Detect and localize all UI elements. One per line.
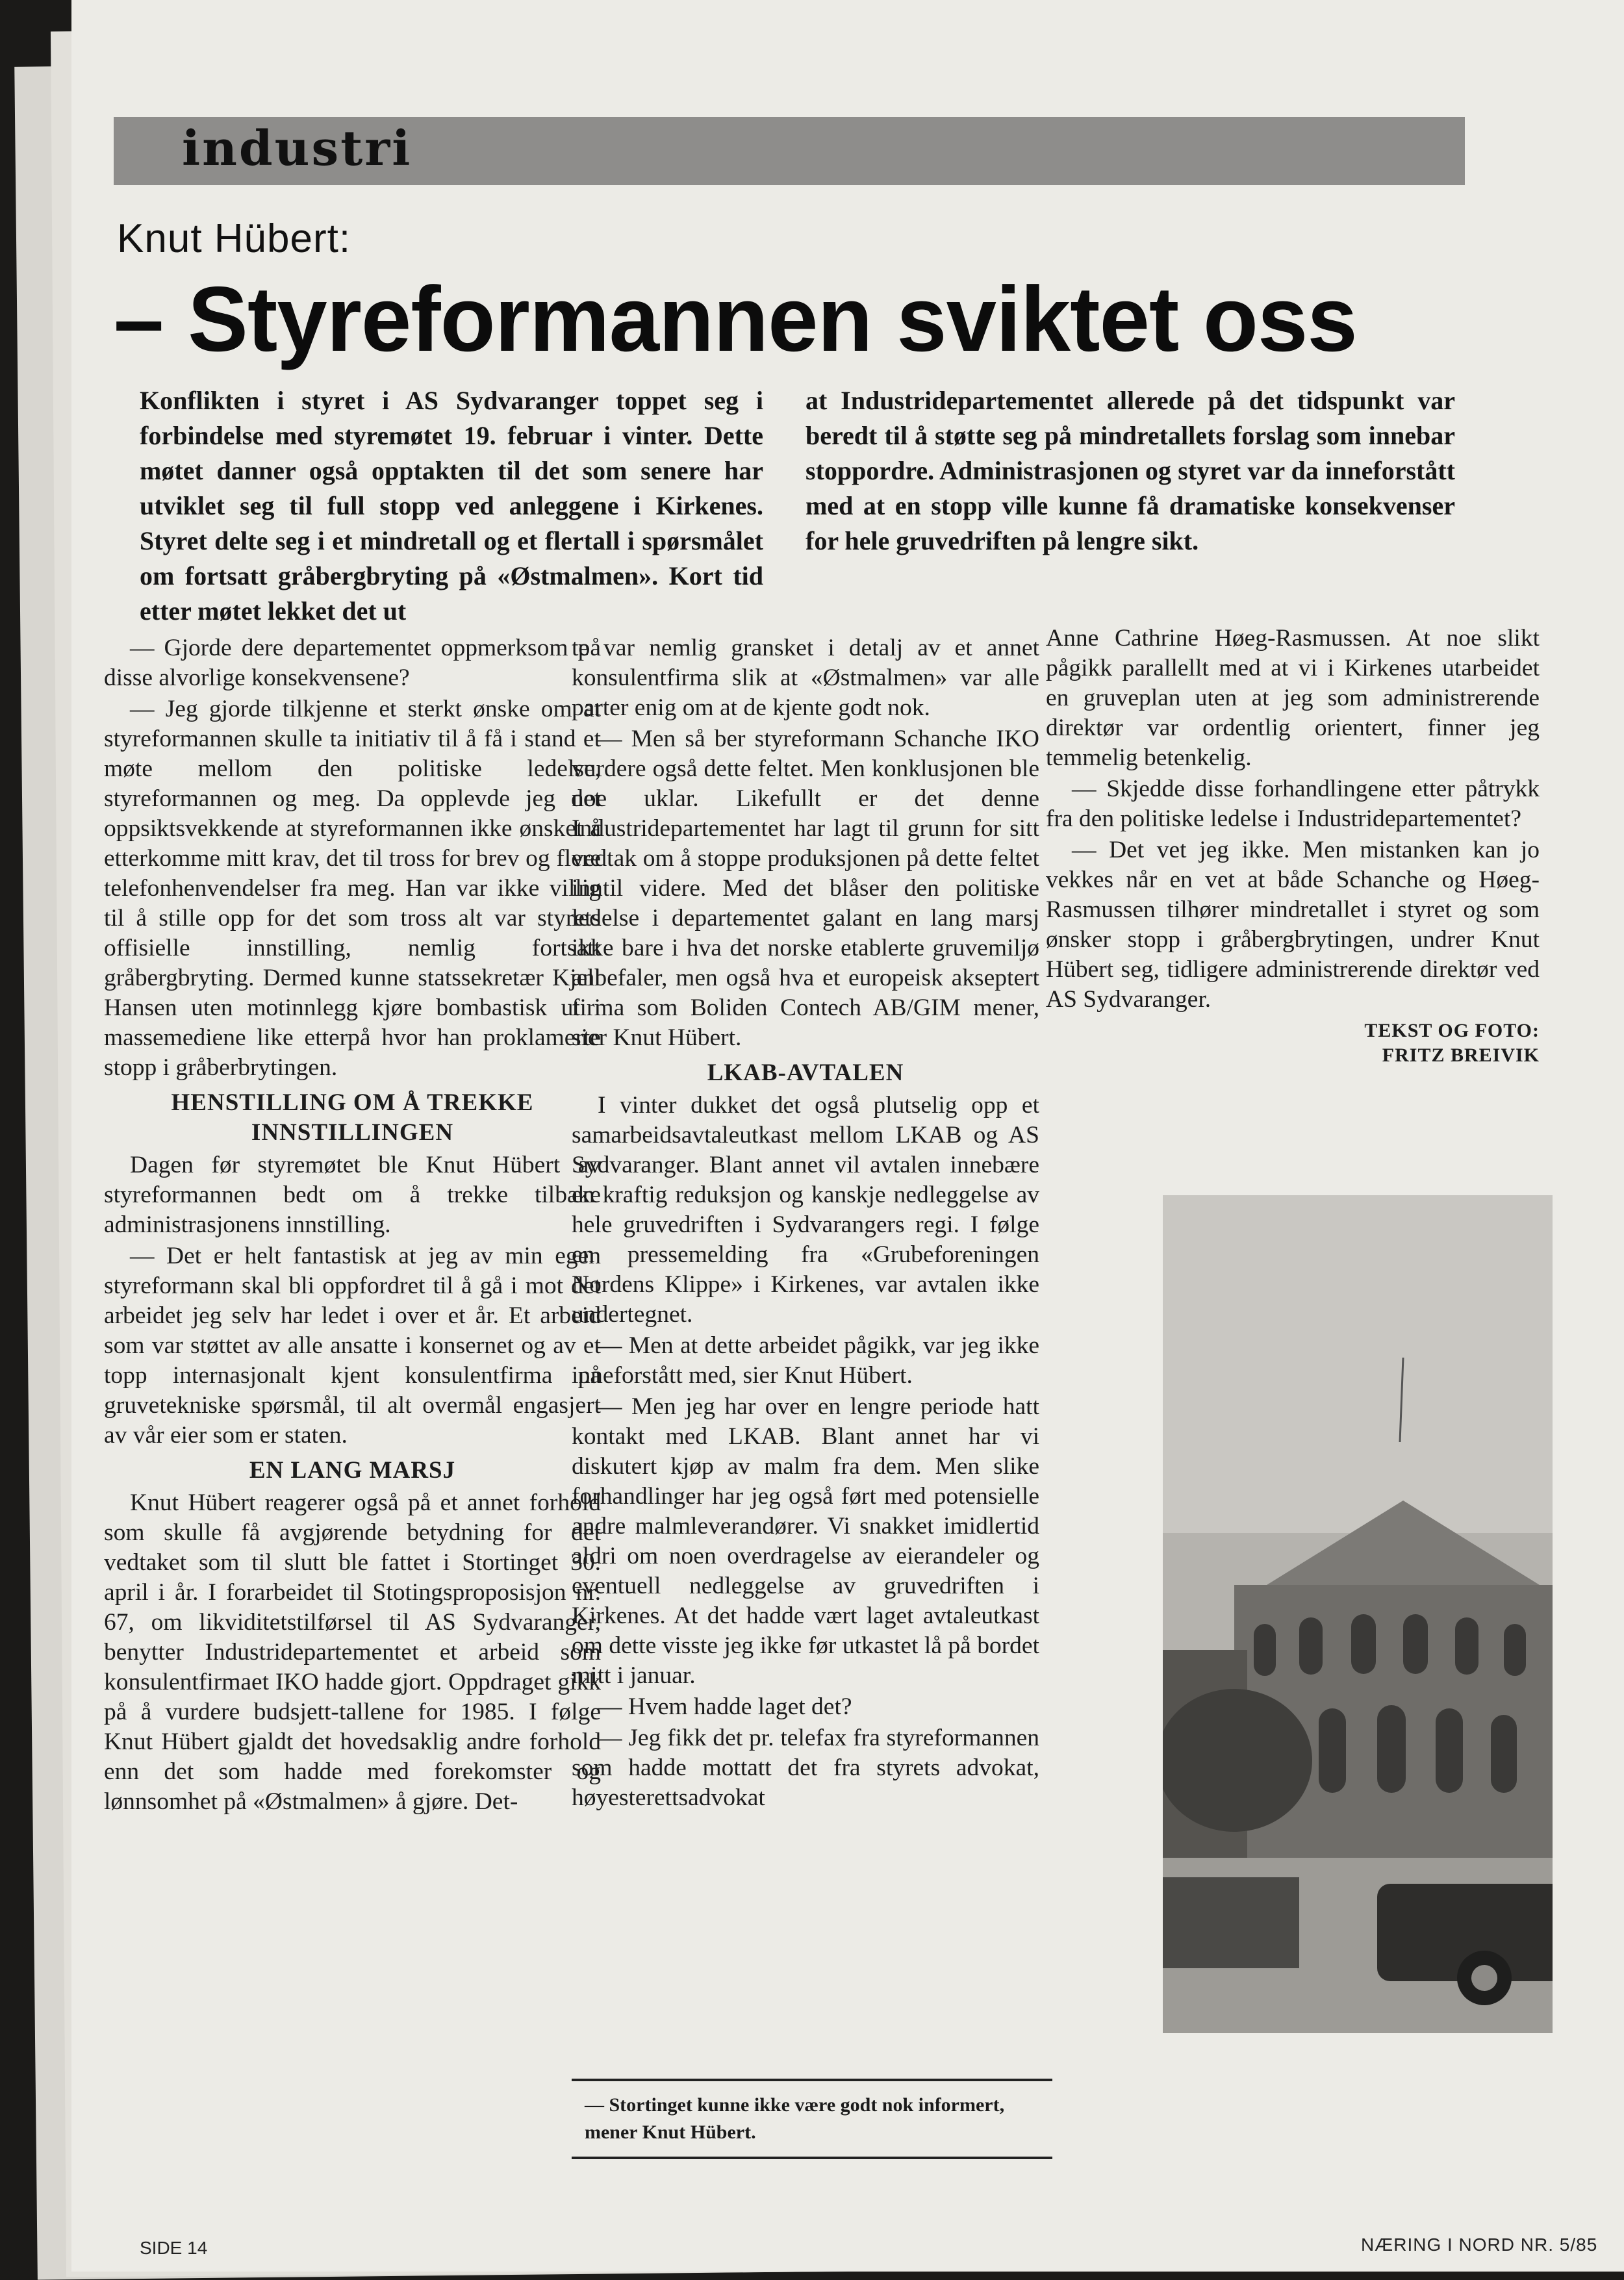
paragraph: — Men at dette arbeidet pågikk, var jeg ikke inneforstått med, sier Knut Hübert. bbox=[572, 1332, 1039, 1389]
column-1 bbox=[104, 633, 601, 1818]
paragraph: — Skjedde disse forhandlingene etter påtrykk fra den politiske ledelse i Industridepartementet? bbox=[1046, 776, 1540, 832]
paragraph: I vinter dukket det også plutselig opp et samarbeidsavtaleutkast mellom LKAB og AS Sydvaranger. Blant annet vil avtalen innebære en kraftig reduksjon og kanskje nedleggelse av hele gruvedriften i Sydvarangers regi. I følge en pressemelding fra «Grubeforeningen Nordens Klippe» i Kirkenes, var avtalen ikke undertegnet. bbox=[572, 1092, 1039, 1328]
section-title: industri bbox=[182, 121, 412, 177]
subheading: LKAB-AVTALEN bbox=[707, 1059, 904, 1086]
caption-text: — Stortinget kunne ikke være godt nok informert, mener Knut Hübert. bbox=[585, 2094, 1005, 2143]
paragraph: — Jeg gjorde tilkjenne et sterkt ønske om at styreformannen skulle ta initiativ til å få i stand et møte mellom den politiske ledelse, styreformannen og meg. Da opplevde jeg det oppsiktsvekkende at styreformannen ikke ønsket å etterkomme mitt krav, det til tross for brev og flere telefonhenvendelser fra meg. Han var ikke villig til å stille opp for det som tross alt var styrets offisielle innstilling, nemlig fortsatt gråbergbryting. Dermed kunne statssekretær Kjell Hansen uten motinnlegg kjøre bombastisk ut i massemediene like etterpå hvor han proklamerte stopp i gråberbrytingen. bbox=[104, 696, 601, 1081]
paragraph: — Hvem hadde laget det? bbox=[598, 1693, 852, 1720]
paragraph: Anne Cathrine Høeg-Rasmussen. At noe slikt pågikk parallellt med at vi i Kirkenes utarbeidet en gruveplan uten at jeg som administrerende direktør var ordentlig orientert, finner jeg temmelig betenkelig. bbox=[1046, 625, 1540, 771]
lead-paragraph-right: at Industridepartementet allerede på det tidspunkt var beredt til å støtte seg på mindretallets forslag som innebar stoppordre. Administrasjonen og styret var da inneforstått med at en stopp ville kunne få dramatiske konsekvenser for hele gruvedriften på lengre sikt. bbox=[806, 386, 1455, 555]
paragraph: — Det vet jeg ikke. Men mistanken kan jo vekkes når en vet at både Schanche og Høeg-Rasmussen tilhører mindretallet i styret og som ønsker stopp i gråbergbrytingen, undrer Knut Hübert seg, tidligere administrerende direktør ved AS Sydvaranger. bbox=[1046, 837, 1540, 1013]
photo-credit-name: FRITZ BREIVIK bbox=[1382, 1045, 1540, 1066]
paragraph: — Men jeg har over en lengre periode hatt kontakt med LKAB. Blant annet har vi diskutert kjøp av malm fra dem. Men slike forhandlinger har jeg også ført med potensielle andre malmleverandører. Vi snakket imidlertid aldri om noen overdragelse av eierandeler og eventuell nedleggelse av gruvedriften i Kirkenes. At det hadde vært laget avtaleutkast om dette visste jeg ikke før utkastet lå på bordet mitt i januar. bbox=[572, 1393, 1039, 1689]
photo-credit-label: TEKST OG FOTO: bbox=[1364, 1020, 1540, 1041]
paragraph: — Jeg fikk det pr. telefax fra styreformannen som hadde mottatt det fra styrets advokat, høyesterettsadvokat bbox=[572, 1725, 1039, 1811]
kicker: Knut Hübert: bbox=[117, 216, 351, 261]
paragraph: Dagen før styremøtet ble Knut Hübert av styreformannen bedt om å trekke tilbake administrasjonens innstilling. bbox=[104, 1152, 601, 1238]
publication-issue: NÆRING I NORD NR. 5/85 bbox=[1361, 2235, 1598, 2255]
paragraph: — Det er helt fantastisk at jeg av min egen styreformann skal bli oppfordret til å gå i mot det arbeidet jeg selv har ledet i over et år. Et arbeid som var støttet av alle ansatte i konsernet og av et topp internasjonalt kjent konsulentfirma på gruvetekniske spørsmål, til alt overmål engasjert av vår eier som er staten. bbox=[104, 1243, 601, 1449]
subheading: EN LANG MARSJ bbox=[249, 1457, 456, 1484]
paragraph: — Gjorde dere departementet oppmerksom på disse alvorlige konsekvensene? bbox=[104, 635, 601, 691]
page-number: SIDE 14 bbox=[140, 2238, 208, 2258]
photo-stortinget bbox=[1163, 1195, 1553, 2033]
headline: – Styreformannen sviktet oss bbox=[114, 268, 1357, 371]
column-2 bbox=[572, 633, 1039, 1814]
column-3 bbox=[1046, 624, 1540, 1068]
paragraph: Knut Hübert reagerer også på et annet forhold som skulle få avgjørende betydning for det vedtaket som til slutt ble fattet i Stortinget 30. april i år. I forarbeidet til Stotingsproposisjon nr. 67, om likviditetstilførsel til AS Sydvaranger, benytter Industridepartementet et arbeid som konsulentfirmaet IKO hadde gjort. Oppdraget gikk på å vurdere budsjett-tallene for 1985. I følge Knut Hübert gjaldt det hovedsaklig andre forhold enn det som hadde med forekomster og lønnsomhet på «Østmalmen» å gjøre. Det- bbox=[104, 1489, 601, 1815]
paragraph: te var nemlig gransket i detalj av et annet konsulentfirma slik at «Østmalmen» var alle parter enig om at de kjente godt nok. bbox=[572, 635, 1039, 721]
paragraph: — Men så ber styreformann Schanche IKO vurdere også dette feltet. Men konklusjonen ble noe uklar. Likefullt er det denne Industridepartementet har lagt til grunn for sitt vedtak om å stoppe produksjonen på dette feltet inntil videre. Med det blåser den politiske ledelse i departementet galant en lang marsj ikke bare i hva det norske etablerte gruvemiljø anbefaler, men også hva et europeisk akseptert firma som Boliden Contech AB/GIM mener, sier Knut Hübert. bbox=[572, 726, 1039, 1051]
subheading: HENSTILLING OM Å TREKKE INNSTILLINGEN bbox=[171, 1089, 534, 1146]
photo-caption bbox=[572, 2079, 1052, 2159]
lead-paragraph-left: Konflikten i styret i AS Sydvaranger toppet seg i forbindelse med styremøtet 19. februar i vinter. Dette møtet danner også opptakten til det som senere har utviklet seg til full stopp ved anleggene i Kirkenes. Styret delte seg i et mindretall og et flertall i spørsmålet om fortsatt gråbergbryting på «Østmalmen». Kort tid etter møtet lekket det ut bbox=[140, 386, 763, 626]
building-illustration bbox=[1163, 1195, 1553, 2033]
